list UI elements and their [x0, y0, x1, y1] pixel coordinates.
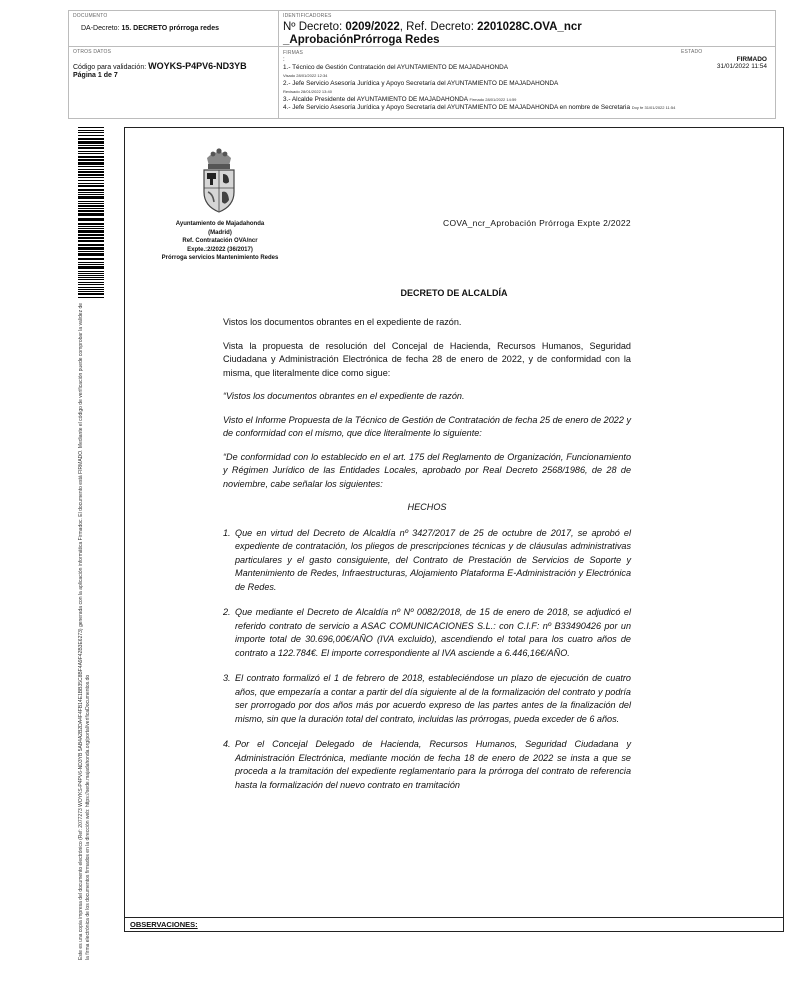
- barcode-bar: [78, 183, 104, 184]
- barcode-bar: [78, 141, 104, 144]
- header-row-firmas: [69, 47, 775, 118]
- otros-datos-cell: [69, 47, 279, 118]
- documento-caption: DOCUMENTO: [73, 13, 108, 19]
- firmas-colon: :: [283, 57, 285, 63]
- documento-name: 15. DECRETO prórroga redes: [121, 25, 219, 32]
- barcode-bar: [78, 189, 104, 191]
- list-item-number: 4.: [223, 739, 231, 749]
- barcode-bar: [78, 162, 104, 165]
- barcode-bar: [78, 234, 104, 236]
- barcode-bar: [78, 237, 104, 239]
- firma-4: [283, 104, 681, 112]
- barcode-bar: [78, 156, 104, 158]
- barcode-bar: [78, 210, 104, 212]
- barcode-bar: [78, 177, 104, 178]
- document-body: [223, 316, 631, 804]
- barcode-bar: [78, 291, 104, 292]
- identificadores-cell: [279, 11, 775, 46]
- decreto-no-label: Nº Decreto:: [283, 21, 343, 33]
- barcode-bar: [78, 258, 104, 260]
- barcode-bar: [78, 275, 104, 276]
- barcode-bar: [78, 247, 104, 250]
- firma-1-stamp: Visado 28/01/2022 12:34: [283, 73, 328, 78]
- barcode-bar: [78, 251, 104, 252]
- barcode-bar: [78, 127, 104, 128]
- list-item-text: Por el Concejal Delegado de Hacienda, Recursos Humanos, Seguridad Ciudadana y Administración Electrónica, mediante moción de fecha 18 de enero de 2022 se insta a que se proceda a la tramitación del expediente reglamentario para la prórroga del contrato de referencia hasta la formalización del nuevo contrato en tramitación: [235, 739, 631, 790]
- barcode-bar: [78, 138, 104, 140]
- barcode-bar: [78, 223, 104, 225]
- barcode-bar: [78, 169, 104, 170]
- entity-region: (Madrid): [208, 229, 232, 236]
- estado-value: FIRMADO: [736, 56, 767, 63]
- barcode-bar: [78, 130, 104, 131]
- list-item: [223, 738, 631, 792]
- entity-name: Ayuntamiento de Majadahonda: [175, 221, 265, 227]
- barcode-bar: [78, 293, 104, 295]
- firma-3-stamp: Firmado 28/01/2022 14:59: [469, 97, 517, 102]
- barcode-bar: [78, 289, 104, 290]
- firma-3: [283, 96, 681, 104]
- ref-value: 2201028C.OVA_ncr: [477, 21, 582, 33]
- documento-cell: [69, 11, 279, 46]
- document-reference: COVA_ncr_Aprobación Prórroga Expte 2/2022: [443, 218, 631, 228]
- firma-2-stamp: Revisado 28/01/2022 13:40: [283, 89, 332, 94]
- barcode-bar: [78, 147, 104, 149]
- otros-caption: OTROS DATOS: [73, 49, 112, 55]
- paragraph-3: “Vistos los documentos obrantes en el expediente de razón.: [223, 391, 465, 401]
- validation-code-label: Código para validación:: [73, 64, 147, 71]
- firma-1: [283, 64, 681, 80]
- hechos-heading: HECHOS: [407, 502, 447, 512]
- barcode-bar: [78, 262, 104, 263]
- documento-value: [81, 25, 274, 32]
- list-item-number: 1.: [223, 527, 231, 538]
- paragraph-4: Visto el Informe Propuesta de la Técnico de Gestión de Contratación de fecha 25 de enero de 2022 y de conformidad con el mismo, que dice literalmente lo siguiente:: [223, 414, 631, 438]
- barcode-bar: [78, 287, 104, 288]
- ref-value-continued: _AprobaciónPrórroga Redes: [283, 34, 440, 46]
- firma-4-text: 4.- Jefe Servicio Asesoría Jurídica y Apoyo Secretaría del AYUNTAMIENTO DE MAJADAHONDA en nombre de Secretaria: [283, 104, 631, 111]
- documento-prefix: DA-Decreto:: [81, 25, 120, 32]
- contract-reference: Ref. Contratación OVA/ncr: [182, 238, 258, 244]
- barcode-bar: [78, 277, 104, 278]
- validation-code: [73, 61, 274, 71]
- firmas-list: [283, 49, 681, 116]
- observaciones-field: OBSERVACIONES:: [125, 917, 783, 931]
- barcode-bar: [78, 228, 104, 229]
- barcode-bar: [78, 297, 104, 298]
- barcode-bar: [78, 132, 104, 133]
- barcode-bar: [78, 244, 104, 246]
- barcode-bar: [78, 213, 104, 216]
- firma-2-text: 2.- Jefe Servicio Asesoría Jurídica y Apoyo Secretaría del AYUNTAMIENTO DE MAJADAHONDA: [283, 80, 559, 87]
- document-page: [124, 127, 784, 932]
- subject-line: Prórroga servicios Mantenimiento Redes: [161, 255, 279, 261]
- firmas-caption: FIRMAS: [283, 50, 304, 56]
- barcode-bar: [78, 159, 104, 161]
- barcode-bar: [78, 166, 104, 167]
- page-count: Página 1 de 7: [73, 72, 118, 79]
- barcode-bar: [78, 273, 104, 274]
- barcode-bar: [78, 203, 104, 204]
- decreto-number: [283, 20, 771, 34]
- ref-label: , Ref. Decreto:: [399, 21, 474, 33]
- barcode-bar: [78, 194, 104, 195]
- barcode-icon: [78, 127, 104, 299]
- barcode-bar: [78, 264, 104, 265]
- barcode-bar: [78, 201, 104, 202]
- list-item-number: 2.: [223, 607, 231, 617]
- list-item: [223, 527, 631, 595]
- barcode-bar: [78, 266, 104, 269]
- list-item: [223, 606, 631, 660]
- firma-2: [283, 80, 681, 96]
- firma-1-text: 1.- Técnico de Gestión Contratación del AYUNTAMIENTO DE MAJADAHONDA: [283, 64, 509, 71]
- letterhead-block: [145, 220, 295, 263]
- barcode-bar: [78, 226, 104, 227]
- estado-cell: [681, 49, 771, 116]
- paragraph-2: Vista la propuesta de resolución del Concejal de Hacienda, Recursos Humanos, Seguridad Ciudadana y Administración Electrónica de fecha 28 de enero de 2022, y de conformidad con la misma, que literalmente dice como sigue:: [223, 340, 631, 378]
- firmas-cell: [279, 47, 775, 118]
- list-item-text: El contrato formalizó el 1 de febrero de 2018, estableciéndose un plazo de ejecución de cuatro años, que empezaría a contar a partir del día siguiente al de la formalización del contrato y podría ser prorrogado por dos años más por acuerdo expreso de las partes antes de la finalización del mismo, sin que la duración total del contrato, incluidas las prórrogas, pueda exceder de 6 años.: [235, 673, 631, 724]
- barcode-bar: [78, 253, 104, 256]
- barcode-bar: [78, 208, 104, 209]
- estado-date: 31/01/2022 11:54: [716, 63, 767, 70]
- barcode-bar: [78, 279, 104, 280]
- identificadores-caption: IDENTIFICADORES: [283, 13, 332, 19]
- firma-4-stamp: Doy fe 31/01/2022 11:54: [631, 105, 676, 110]
- barcode-bar: [78, 171, 104, 173]
- paragraph-1: Vistos los documentos obrantes en el expediente de razón.: [223, 317, 462, 327]
- header-row-documento: [69, 11, 775, 47]
- decreto-no-value: 0209/2022: [345, 21, 400, 33]
- barcode-bar: [78, 151, 104, 152]
- expediente-number: Expte.:2/2022 (36/2017): [187, 246, 253, 253]
- barcode-bar: [78, 205, 104, 207]
- barcode-bar: [78, 180, 104, 181]
- document-header: [68, 10, 776, 119]
- barcode-bar: [78, 282, 104, 283]
- barcode-bar: [78, 271, 104, 272]
- list-item-text: Que en virtud del Decreto de Alcaldía nº 3427/2017 de 25 de octubre de 2017, se aprobó el expediente de contratación, los pliegos de prescripciones técnicas y de cláusulas administrativas particulares y el gasto consiguiente, del Contrato de Prestación de Servicios de Soporte y Mantenimiento de Redes, Infraestructuras, Alojamiento Plataforma E-Administración y Electrónica de Redes.: [235, 527, 631, 592]
- barcode-bar: [78, 240, 104, 242]
- verification-side-text: Este es una copia impresa del documento electrónico (Ref: 2077273 WOYKS-P4PV6-ND3YB 5AB4A2B2DA4F4FB14E1BB35C8BF4A9F42B3E6273) generada con la aplicación informática Firmadoc. El documento está FIRMADO. Mediante el código de verificación puede comprobar la validez de la firma electrónica de los documentos firmados en la dirección web: https://sede.majadahonda.org/portal/verificaDocumentos.do: [78, 302, 91, 960]
- list-item-text: Que mediante el Decreto de Alcaldía nº Nº 0082/2018, de 15 de enero de 2018, se adjudicó el referido contrato de servicio a ASAC COMUNICACIONES S.L.: con C.I.F: nº B33490426 por un importe total de 30.696,00€/AÑO (IVA excluido), ascendiendo el total para los cuatro años de contrato a 122.784€. El importe correspondiente al IVA asciende a 6.446,16€/AÑO.: [235, 607, 631, 658]
- barcode-bar: [78, 196, 104, 199]
- paragraph-5: “De conformidad con lo establecido en el art. 175 del Reglamento de Organización, Funcionamiento y Régimen Jurídico de las Entidades Locales, aprobado por Real Decreto 2568/1986, de 28 de noviembre, cabe señalar los siguientes:: [223, 451, 631, 489]
- hechos-list: [223, 527, 631, 793]
- barcode-bar: [78, 230, 104, 233]
- page-title: DECRETO DE ALCALDÍA: [400, 288, 508, 298]
- list-item-number: 3.: [223, 673, 231, 683]
- coat-of-arms-icon: [201, 144, 237, 214]
- barcode-bar: [78, 218, 104, 221]
- estado-caption: ESTADO: [681, 49, 703, 55]
- barcode-bar: [78, 192, 104, 193]
- barcode-bar: [78, 145, 104, 146]
- barcode-bar: [78, 185, 104, 187]
- barcode-bar: [78, 284, 104, 285]
- validation-code-value: WOYKS-P4PV6-ND3YB: [148, 61, 247, 71]
- list-item: [223, 672, 631, 726]
- barcode-bar: [78, 135, 104, 136]
- barcode-bar: [78, 174, 104, 176]
- barcode-bar: [78, 153, 104, 154]
- firma-3-text: 3.- Alcalde Presidente del AYUNTAMIENTO DE MAJADAHONDA: [283, 96, 468, 103]
